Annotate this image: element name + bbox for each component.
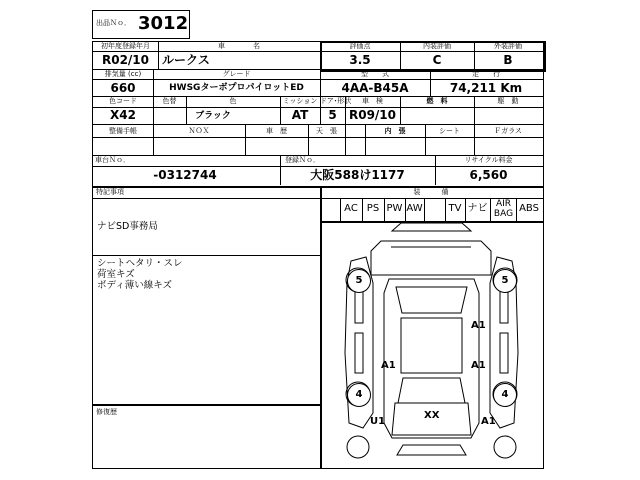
reg-no-label: 登録Ｎｏ． bbox=[285, 156, 320, 164]
color-code-label: 色コード bbox=[109, 97, 137, 105]
mission-label: ミッション bbox=[282, 97, 318, 105]
equip-airbag: AIR BAG bbox=[493, 199, 514, 219]
mission-value: AT bbox=[291, 108, 309, 122]
equip-navi: ナビ bbox=[467, 203, 488, 214]
equip-pw: PW bbox=[386, 203, 403, 214]
mark-right-rear: A1 bbox=[471, 360, 486, 371]
mark-rear-bumper-left: U1 bbox=[370, 416, 386, 427]
reg-no-value: 大阪588け1177 bbox=[310, 168, 405, 182]
model-value: 4AA-B45A bbox=[341, 81, 409, 95]
grade-value: HWSGターボプロパイロットED bbox=[169, 83, 304, 93]
note-line-3: 荷室キズ bbox=[97, 269, 135, 280]
color-code-value: X42 bbox=[110, 108, 136, 122]
recycle-value: 6,560 bbox=[469, 168, 508, 182]
mark-left-rear: A1 bbox=[381, 360, 396, 371]
note-line-1: ナビSD事務局 bbox=[97, 221, 158, 232]
mark-tire-rear-right: 4 bbox=[493, 383, 517, 407]
score-value: 3.5 bbox=[349, 53, 371, 67]
recycle-label: リサイクル料金 bbox=[464, 156, 513, 164]
mileage-value: 74,211 Km bbox=[449, 81, 523, 95]
mark-rear-panel: XX bbox=[424, 410, 440, 421]
mileage-label: 走 行 bbox=[472, 70, 500, 78]
mark-right-door-front: A1 bbox=[471, 320, 486, 331]
interior-label: 内装評価 bbox=[423, 42, 451, 50]
equip-abs: ABS bbox=[519, 203, 539, 214]
equip-tv: TV bbox=[448, 203, 462, 214]
inspection-label: 車 検 bbox=[362, 97, 383, 105]
color-name-label: 色 bbox=[229, 97, 237, 105]
glass-label: Ｆガラス bbox=[494, 127, 522, 135]
displacement-label: 排気量 (cc) bbox=[104, 70, 142, 78]
car-diagram bbox=[321, 223, 542, 467]
repair-box bbox=[92, 405, 322, 469]
drive-label: 駆 動 bbox=[497, 97, 519, 105]
equipment-title: 装 備 bbox=[413, 188, 449, 196]
car-name-label: 車 名 bbox=[218, 42, 260, 50]
reg-year-label: 初年度登録年月 bbox=[101, 42, 150, 50]
mark-tire-rear-left: 4 bbox=[347, 383, 371, 407]
note-line-4: ボディ薄い線キズ bbox=[97, 280, 173, 291]
seat-label: シート bbox=[439, 127, 460, 135]
equip-aw: AW bbox=[406, 203, 423, 214]
color-change-label: 色替 bbox=[162, 97, 177, 105]
repair-label: 修復歴 bbox=[96, 408, 117, 416]
lot-number-box bbox=[92, 10, 190, 39]
history-label: 車 歴 bbox=[266, 127, 287, 135]
interior-trim-label: 内 張 bbox=[384, 127, 406, 135]
chassis-value: -0312744 bbox=[153, 168, 217, 182]
displacement-value: 660 bbox=[110, 81, 136, 95]
interior-value: C bbox=[432, 53, 442, 67]
door-value: 5 bbox=[328, 108, 337, 122]
mark-rear-bumper-right: A1 bbox=[481, 416, 496, 427]
manual-label: 整備手帳 bbox=[109, 127, 137, 135]
reg-year-value: R02/10 bbox=[101, 53, 150, 67]
exterior-value: B bbox=[503, 53, 513, 67]
grade-label: グレード bbox=[222, 70, 251, 78]
nox-label: ＮＯＸ bbox=[188, 127, 210, 135]
fuel-label: 燃 料 bbox=[426, 97, 448, 105]
model-label: 型 式 bbox=[361, 70, 389, 78]
inspection-value: R09/10 bbox=[348, 108, 397, 122]
ceiling-label: 天 張 bbox=[316, 127, 337, 135]
equip-ac: AC bbox=[344, 203, 358, 214]
color-name-value: ブラック bbox=[195, 111, 231, 121]
lot-number-label: 出品Ｎｏ． bbox=[96, 19, 131, 27]
notes-title: 特記事項 bbox=[96, 188, 124, 196]
exterior-label: 外装評価 bbox=[494, 42, 522, 50]
mark-tire-front-left: 5 bbox=[347, 269, 371, 293]
mark-tire-front-right: 5 bbox=[493, 269, 517, 293]
score-label: 評価点 bbox=[349, 42, 371, 50]
notes-box bbox=[92, 187, 322, 405]
note-line-2: シートヘタリ・スレ bbox=[97, 258, 183, 269]
equip-ps: PS bbox=[366, 203, 380, 214]
chassis-label: 車台Ｎｏ． bbox=[95, 156, 130, 164]
door-label: ドア･形状 bbox=[320, 97, 352, 105]
lot-number-value: 3012 bbox=[138, 13, 189, 34]
car-name-value: ルークス bbox=[162, 53, 210, 67]
